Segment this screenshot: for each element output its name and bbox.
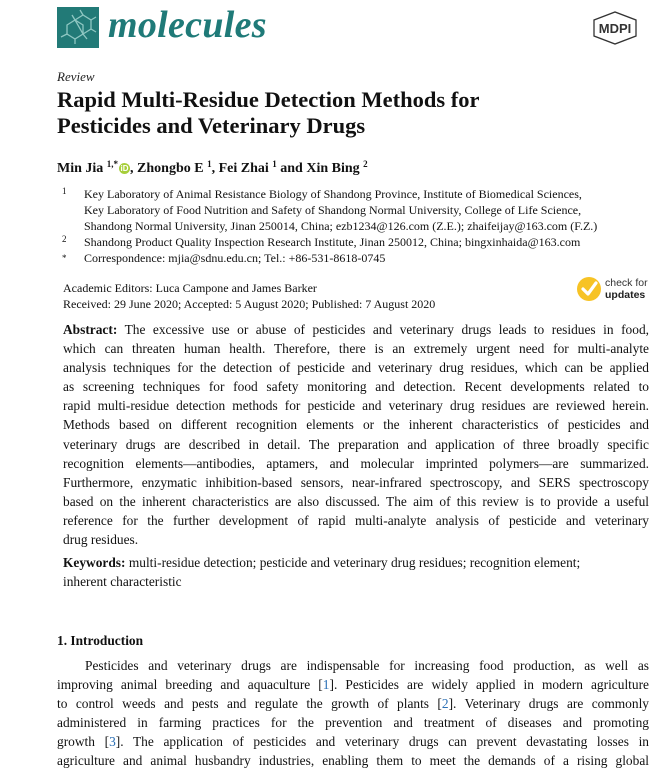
introduction-text: ]. Pesticides are widely applied in modern agriculture [329, 677, 649, 693]
mdpi-logo-text: MDPI [598, 21, 632, 36]
abstract-line: Furthermore, enzymatic inhibition-based sensors, near-infrared spectroscopy, and SERS spectroscopy [63, 474, 649, 490]
introduction-text: administered in farming practices for the prevention and treatment of diseases and promoting [57, 715, 649, 731]
publication-dates: Received: 29 June 2020; Accepted: 5 August 2020; Published: 7 August 2020 [63, 297, 436, 311]
keywords-line: inherent characteristic [63, 574, 182, 590]
introduction-text: to control weeds and pests and regulate the growth of plants [ [57, 696, 442, 712]
article-title [57, 87, 617, 139]
author-separator: , [130, 161, 138, 176]
citation-link[interactable]: 3 [109, 734, 116, 750]
author-separator: and [276, 161, 307, 176]
affiliation-marker: 2 [62, 234, 67, 244]
author-name[interactable]: Fei Zhai [218, 161, 269, 176]
journal-name: molecules [108, 4, 267, 46]
section-heading-introduction: 1. Introduction [57, 633, 144, 648]
correspondence-line: Correspondence: mjia@sdnu.edu.cn; Tel.: +86-531-8618-0745 [84, 251, 386, 265]
introduction-line [57, 675, 649, 694]
mdpi-logo-icon [590, 10, 640, 46]
introduction-line [57, 694, 649, 713]
author-affiliation-sup: 1 [272, 159, 277, 169]
academic-editors: Academic Editors: Luca Campone and James Barker [63, 281, 317, 295]
author-name[interactable]: Xin Bing [306, 161, 360, 176]
affiliation-marker: 1 [62, 186, 67, 196]
abstract-line: based on the inherent characteristics are also discussed. The aim of this review is to provide a useful [63, 493, 649, 509]
keywords [63, 553, 649, 591]
author-name[interactable]: Min Jia [57, 161, 104, 176]
introduction-text: agriculture and animal husbandry industries, enabling them to meet the demands of a rising global [57, 753, 649, 769]
author-affiliation-sup: 1 [207, 159, 212, 169]
abstract-line: rapid multi-residue detection methods for pesticide and veterinary drug residues are reviewed herein. [63, 398, 649, 414]
introduction-text: Pesticides and veterinary drugs are indispensable for increasing food production, as well as [85, 658, 649, 673]
article-type: Review [57, 69, 95, 84]
keywords-line [63, 553, 649, 572]
check-updates-icon [577, 277, 601, 301]
author-affiliation-sup: 1,* [106, 159, 119, 169]
abstract-line: recognition elements—antibodies, aptamers, and molecular imprinted polymers—are summarized. [63, 455, 649, 471]
abstract-label: Abstract: [63, 322, 118, 337]
check-updates-label-1: check for [605, 277, 648, 289]
abstract-line: which can threaten human health. Therefore, there is an extremely urgent need for multi-analyte [63, 341, 649, 357]
abstract-line: as screening techniques for food safety monitoring and detection. Recent developments related to [63, 379, 649, 395]
introduction-body [57, 656, 649, 771]
introduction-text: ]. Veterinary drugs are commonly [448, 696, 649, 712]
author-separator: , [211, 161, 219, 176]
affiliation-line: Key Laboratory of Food Nutrition and Safety of Shandong Normal University, College of Life Science, [84, 203, 582, 217]
affiliation-marker: * [62, 253, 67, 263]
orcid-icon[interactable]: iD [120, 164, 129, 173]
author-list [57, 159, 368, 177]
abstract-line [63, 320, 649, 339]
abstract-line: reference for the further development of rapid multi-analyte analysis of pesticide and veterinary [63, 512, 649, 528]
abstract [63, 320, 649, 549]
citation-link[interactable]: 1 [322, 677, 330, 693]
introduction-line [57, 656, 649, 675]
title-line: Rapid Multi-Residue Detection Methods for [57, 87, 480, 112]
check-updates-label-2: updates [605, 289, 646, 301]
introduction-text: ]. The application of pesticides and veterinary drugs can prevent devastating losses in [115, 734, 649, 750]
abstract-line: analysis techniques for the detection of pesticide and veterinary drug residues, which can be applied [63, 360, 649, 376]
abstract-text: The excessive use or abuse of pesticides and veterinary drugs leads to residues in food, [117, 322, 649, 337]
introduction-text: improving animal breeding and aquaculture [ [57, 677, 323, 693]
keywords-label: Keywords: [63, 555, 126, 570]
introduction-line [57, 713, 649, 732]
title-line: Pesticides and Veterinary Drugs [57, 113, 366, 138]
journal-logo-icon [57, 7, 99, 48]
abstract-line: veterinary drugs are described in detail. The preparation and application of three broadly specific [63, 436, 649, 452]
abstract-line: Methods based on different recognition elements or the inherent characteristics of pesticides and [63, 417, 649, 433]
citation-link[interactable]: 2 [441, 696, 449, 712]
affiliation-line: Shandong Product Quality Inspection Research Institute, Jinan 250012, China; bingxinhaida@163.com [84, 235, 581, 249]
author-name[interactable]: Zhongbo E [137, 161, 204, 176]
introduction-text: growth [ [57, 734, 110, 750]
check-for-updates-button[interactable] [577, 276, 657, 304]
introduction-line [57, 732, 649, 751]
author-affiliation-sup: 2 [363, 159, 368, 169]
keywords-text: multi-residue detection; pesticide and veterinary drug residues; recognition element; [125, 555, 581, 570]
abstract-line: drug residues. [63, 532, 139, 548]
affiliation-line: Shandong Normal University, Jinan 250014, China; ezb1234@126.com (Z.E.); zhaifeijay@163.com (F.Z.) [84, 219, 598, 233]
affiliation-line: Key Laboratory of Animal Resistance Biology of Shandong Province, Institute of Biomedical Sciences, [84, 187, 582, 201]
